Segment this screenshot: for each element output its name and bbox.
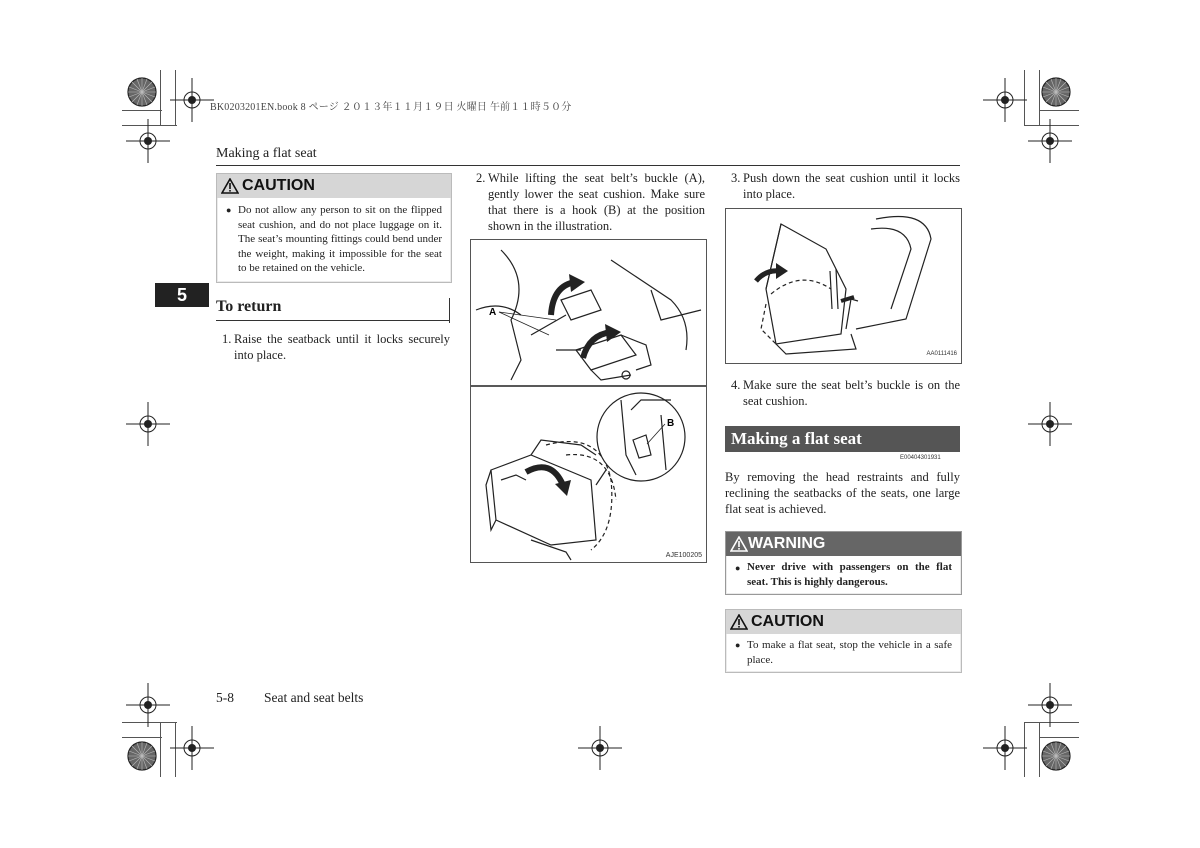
registration-mark-icon	[126, 119, 170, 163]
step-number: 4.	[731, 378, 741, 392]
step-2	[476, 170, 705, 234]
caution-label: CAUTION	[242, 177, 315, 194]
step-text: Push down the seat cushion until it locks into place.	[743, 171, 960, 201]
registration-mark-icon	[126, 402, 170, 446]
warning-triangle-icon	[221, 178, 239, 194]
step-number: 3.	[731, 171, 741, 185]
registration-mark-icon	[983, 78, 1027, 122]
section-heading: Making a flat seat	[725, 426, 960, 452]
caution-header	[217, 174, 451, 198]
label-a: A	[489, 307, 497, 318]
warning-triangle-icon	[730, 536, 748, 552]
warning-label: WARNING	[748, 535, 826, 552]
caution-text: Do not allow any person to sit on the flipped seat cushion, and do not place luggage on it. The seat’s mounting fittings could bend under the weight, making it impossible for the seat to be retained on the vehicle.	[238, 204, 442, 274]
caution-header	[726, 610, 961, 634]
registration-mark-icon	[126, 683, 170, 727]
registration-mark-icon	[578, 726, 622, 770]
subheading-to-return: To return	[216, 298, 450, 321]
step-number: 2.	[476, 171, 486, 185]
step-text: While lifting the seat belt’s buckle (A), gently lower the seat cushion. Make sure that there is a hook (B) at the position shown in the illustration.	[488, 171, 705, 233]
warning-box	[725, 531, 962, 595]
caution-label: CAUTION	[751, 613, 824, 630]
figure-code: AA0111416	[926, 351, 957, 357]
warning-header	[726, 532, 961, 556]
chapter-tab: 5	[155, 283, 209, 307]
color-target-icon	[1042, 742, 1070, 770]
page-number: 5-8	[216, 690, 234, 705]
page-header-title: Making a flat seat	[216, 146, 317, 161]
step-text: Raise the seatback until it locks securely into place.	[234, 332, 450, 362]
registration-mark-icon	[1028, 402, 1072, 446]
subheading-rule	[449, 298, 450, 323]
bullet-icon: ●	[735, 563, 741, 573]
warning-triangle-icon	[730, 614, 748, 630]
page-footer	[216, 690, 363, 706]
caution-box-right	[725, 609, 962, 673]
footer-section: Seat and seat belts	[264, 690, 364, 705]
caution-box-left	[216, 173, 452, 283]
header-rule	[216, 165, 960, 166]
step-3	[731, 170, 960, 202]
caution-text: To make a flat seat, stop the vehicle in a safe place.	[747, 639, 952, 666]
warning-text: Never drive with passengers on the flat seat. This is highly dangerous.	[747, 561, 952, 588]
curved-arrow-icon	[526, 467, 563, 485]
color-target-icon	[128, 742, 156, 770]
bullet-icon: ●	[226, 205, 232, 215]
section-code: E00404301931	[900, 455, 941, 461]
illustration-buckle-hook	[470, 239, 707, 563]
print-info: BK0203201EN.book 8 ページ ２０１３年１１月１９日 火曜日 午前１１時５０分	[210, 102, 572, 113]
registration-mark-icon	[170, 726, 214, 770]
step-4	[731, 377, 960, 409]
registration-mark-icon	[1028, 119, 1072, 163]
figure-code: AJE100205	[665, 552, 702, 559]
step-1	[222, 331, 450, 363]
color-target-icon	[128, 78, 156, 106]
registration-mark-icon	[170, 78, 214, 122]
registration-mark-icon	[983, 726, 1027, 770]
step-number: 1.	[222, 332, 232, 346]
registration-mark-icon	[1028, 683, 1072, 727]
label-b: B	[667, 418, 675, 429]
bullet-icon: ●	[735, 640, 741, 650]
illustration-push-cushion	[725, 208, 962, 364]
color-target-icon	[1042, 78, 1070, 106]
step-text: Make sure the seat belt’s buckle is on the seat cushion.	[743, 378, 960, 408]
section-intro: By removing the head restraints and fully reclining the seatbacks of the seats, one large flat seat is achieved.	[725, 470, 960, 516]
